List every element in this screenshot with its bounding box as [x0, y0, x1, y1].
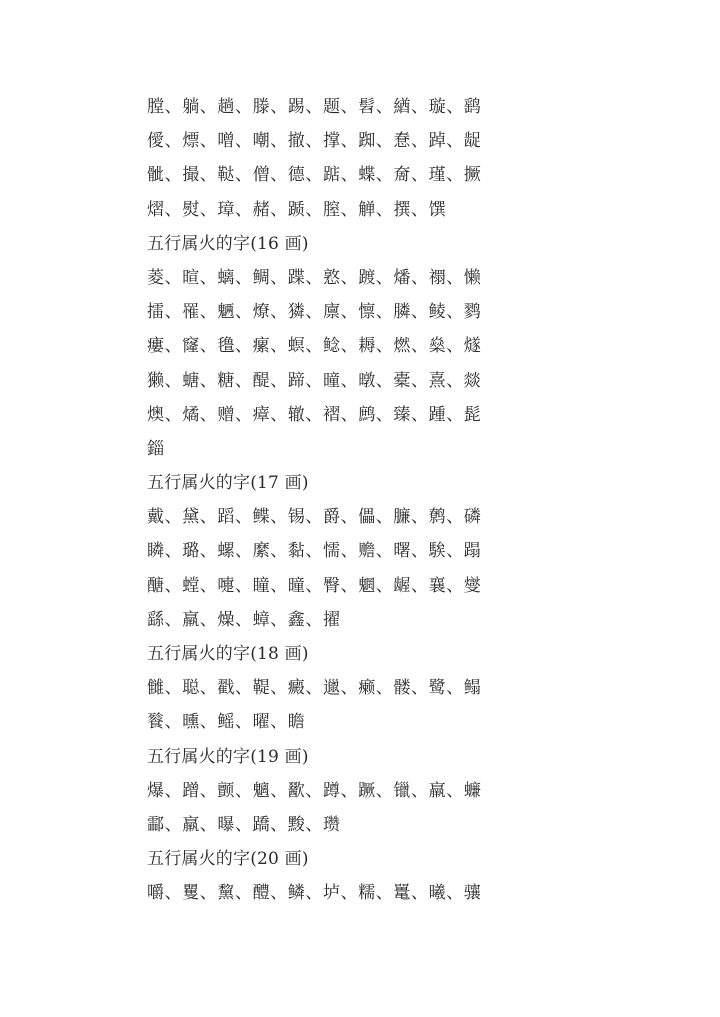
char-line: 戴、黛、蹈、鲽、锡、爵、儡、臁、鹩、磷 [147, 507, 482, 528]
char-line: 瞵、璐、螺、縻、黏、懦、赡、曙、騃、蹋 [147, 541, 482, 562]
char-line: 燠、燏、赠、瘴、辙、褶、鹧、臻、踵、髭 [147, 404, 482, 425]
char-line: 獭、螗、糖、醍、蹄、曈、暾、橐、熹、燚 [147, 370, 482, 391]
section-heading-19: 五行属火的字(19 画) [147, 746, 309, 767]
section-heading-20: 五行属火的字(20 画) [147, 849, 309, 870]
section-heading-16: 五行属火的字(16 画) [147, 233, 309, 254]
section-heading-18: 五行属火的字(18 画) [147, 644, 309, 664]
char-line: 雠、聪、戳、鞮、癜、邋、癞、髅、鹭、鳎 [147, 678, 482, 699]
char-line: 熠、熨、璋、赭、踬、膣、觯、撰、馔 [147, 199, 447, 220]
section-heading-17: 五行属火的字(17 画) [147, 473, 309, 494]
char-line: 餮、曛、鳐、曜、瞻 [147, 712, 306, 733]
char-line: 菱、暄、螭、鲷、蹀、憝、踱、燔、禤、懒 [147, 267, 482, 288]
char-line: 爆、蹭、颤、魑、歠、蹲、蹶、镴、羸、蠊 [147, 780, 482, 801]
char-line: 擂、罹、魉、燎、獜、廪、懔、膦、鲮、鹨 [147, 302, 482, 323]
char-line: 酃、羸、曝、蹻、黢、瓒 [147, 814, 341, 835]
char-line: 繇、羸、燥、蟑、鑫、擢 [147, 609, 341, 630]
document-page [147, 90, 587, 911]
char-line: 骴、撮、鞑、僧、德、踮、蝶、奝、瑾、撅 [147, 165, 482, 186]
char-line: 瘻、窿、氇、瘰、螟、鲶、耨、燃、燊、燧 [147, 336, 482, 357]
char-line: 錙 [147, 438, 165, 459]
char-line: 僾、熛、噌、嘲、撤、撑、踟、惷、踔、龊 [147, 131, 482, 152]
char-line: 嚼、矍、黧、醴、鳞、垆、糯、鼍、曦、骧 [147, 883, 482, 904]
char-line: 醣、螳、嚏、瞳、曈、臀、魍、龌、襄、燮 [147, 575, 482, 596]
char-line: 膛、躺、趟、滕、踢、题、髫、緧、璇、鹞 [147, 97, 482, 117]
